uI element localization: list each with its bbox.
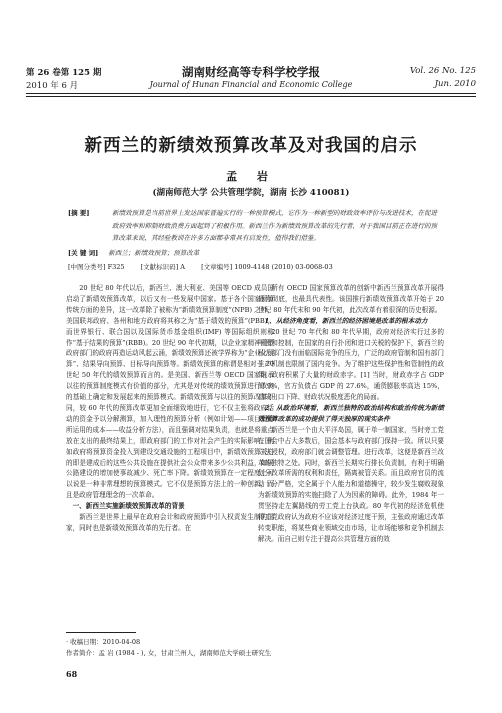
volume-cn: 第 26 卷第 125 期 [26,68,102,78]
body-paragraph: 新西兰是世界上最早在政府会计和政府预算中引入权责发生制的国家，同时也是新绩效预算改革的先行者。在 [66,513,274,532]
header-rule-thick [26,93,476,94]
header-rule-thin [26,96,476,97]
body-paragraph: 新西兰是一个由大平洋岛国，属于单一制国家，当时旁工党在国会中占大多数后，国会基本与政府部门保持一致。所以只要立法授权，政府部门就会调整管理。进行改革，这便是新西兰改革的独特之处。同时，新西兰长期实行排长负责制，有利于明确划分改革所需的权利和责任，隔离被管关系。而且政府官员的流动十分严格，完全属于个人能力和道德操守，较少发生腐败现象为新绩效预算的实施扫除了人为因素的障碍。此外，1984 年一贯坚持走左翼路线的劳工党上台执政。80 年代初的经济危机使得工党政府认为政府不应该对经济过度干预，主张政府通过改革转变职能，将某些商业领域交由市场，让市场能够和竞争机制去解决。而自己则专注于提高公共管理方面的效 [258,425,444,543]
paper-title: 新西兰的新绩效预算改革及对我国的启示 [84,136,418,156]
abstract-label: [摘 要] [68,209,90,217]
document-code: [文献标识码] A [140,263,185,271]
keywords-value: 新西兰；新绩效预算；预算改革 [108,249,200,257]
abstract-text: 新绩效预算是当前世界上发达国家普遍实行的一种预算模式，它作为一种新型的财政效率评价与改进技术，在促进政府效率和抑制财政浪费方面起到了积极作用。新西兰作为新绩效预算改革的先行者，对于我国目前正在进行的预算改革来说，其经验教训在许多方面都非常具有启发性，值得我们借鉴。 [112,209,437,242]
journal-name-en: Journal of Hunan Financial and Economic College [149,80,353,89]
footnote [66,637,462,659]
abstract-block [68,207,442,245]
body-paragraph: 所有 OECD 国家预算改革的创新中新西兰预算改革开展得最为彻底，也最具代表性。该国推行新绩效预算改革开始于 20 世纪 80 年代末和 90 年代初，此次改革有着很深的历史根源。 [258,284,444,314]
body-paragraph: 20 世纪 80 年代以后，新西兰、澳大利亚、美国等 OECD 成员国启动了新绩效预算改革，以后又有一些发展中国家。基于各个国家预算传统方面的差异，这一改革除了被称为“新绩效预算制度”(NPB) 之外，美国联邦政府、各州和地方政府将其称之为“基于绩效的预算”(PBB)，而世界银行、联合国以及国际货币基金组织(IMF) 等国际组织则称作“基于结果的预算”(RBB)。20 世纪 90 年代初期，以企业家精神重塑政府部门的政府再造运动风起云涌，新绩效预算还被学界称为“企业化预算”、结果导向预算、目标导向预算等。新绩效预算的称谓是相对于 20 世纪 50 年代的绩效预算而言的。是美国、新西兰等 OECD 国家继承以往的预算制度模式有价值的部分，尤其是对传统的绩效预算进行改良的基础上确定和发展起来的预算模式。新绩效预算与以往的预算改革不同，较 60 年代的预算改革更加全面细致地进行，它不仅主张将政府活动的资金予以分解测算，加入理性的预算分析（例如计划——项目预算所运用的成本——收益分析方法），而且强调对结果负责，也就是将重点放在支出的最终结果上，即政府部门的工作对社会产生的实际影响。例如政府将预算资金投入到建设交通设施的工程项目中，新绩效预算关心的即是建成后的这些公共设施在提供社会公众带来多少公共利益，如同公路建设的增加使事故减少、死亡率下降。新绩效预算在一定程度上可以说是一种非常理想的预算模式。它不仅是预算方法上的一种创新，而且是政府管理理念的一次革命。 [66,284,274,500]
date-en: Jun. 2010 [434,79,476,89]
date-cn: 2010 年 6 月 [26,81,79,91]
article-number: [文章编号] 1009-4148 (2010) 03-0068-03 [201,263,333,271]
body-column-left [66,283,274,534]
footnote-rule [66,632,136,633]
journal-name-cn: 湖南财经高等专科学校学报 [182,65,320,79]
clc-number: [中图分类号] F325 [68,263,125,271]
author-bio: 作者简介：孟 岩 (1984 - ), 女，甘肃兰州人，湖南师范大学硕士研究生 [66,649,272,657]
subsection-heading: 1、从经济角度看，新西兰的经济困境是改革的根本动力 [264,316,428,325]
author-affiliation: (湖南师范大学 公共管理学院，湖南 长沙 410081) [152,188,350,198]
volume-en: Vol. 26 No. 125 [409,66,476,76]
body-column-right [258,283,444,545]
section-heading: 一、新西兰实施新绩效预算改革的背景 [72,502,185,511]
body-paragraph: 20 世纪 70 年代和 80 年代早期，政府对经济实行过多的干预和控制，在国家的自行扑闭和进口关税的保护下，新西兰的私人部门没有面临国际竞争的压力，广泛的政府管制和国有部门生产机制也限制了国内竞争。为了维护这些保护性和管制性的政策，政府积累了大量的财政赤字。[1] 当时，财政赤字占 GDP 的 9%，官方负债占 GDP 的 27.6%，通货膨胀率高达 15%，造成出口下降、财政状况极度恶化的局面。 [258,327,444,402]
received-date: · 收稿日期：2010-04-08 [66,638,141,646]
keywords-label: [关 键 词] [68,249,99,257]
author-name: 孟 岩 [226,170,276,183]
subsection-heading: 2、从政治环境看，新西兰独特的政治结构和政治传统为新绩效预算改革的成功提供了得天独厚的现实条件 [258,403,444,423]
page-number: 68 [66,669,78,679]
classification-block [68,262,462,271]
keywords-block [68,248,442,257]
